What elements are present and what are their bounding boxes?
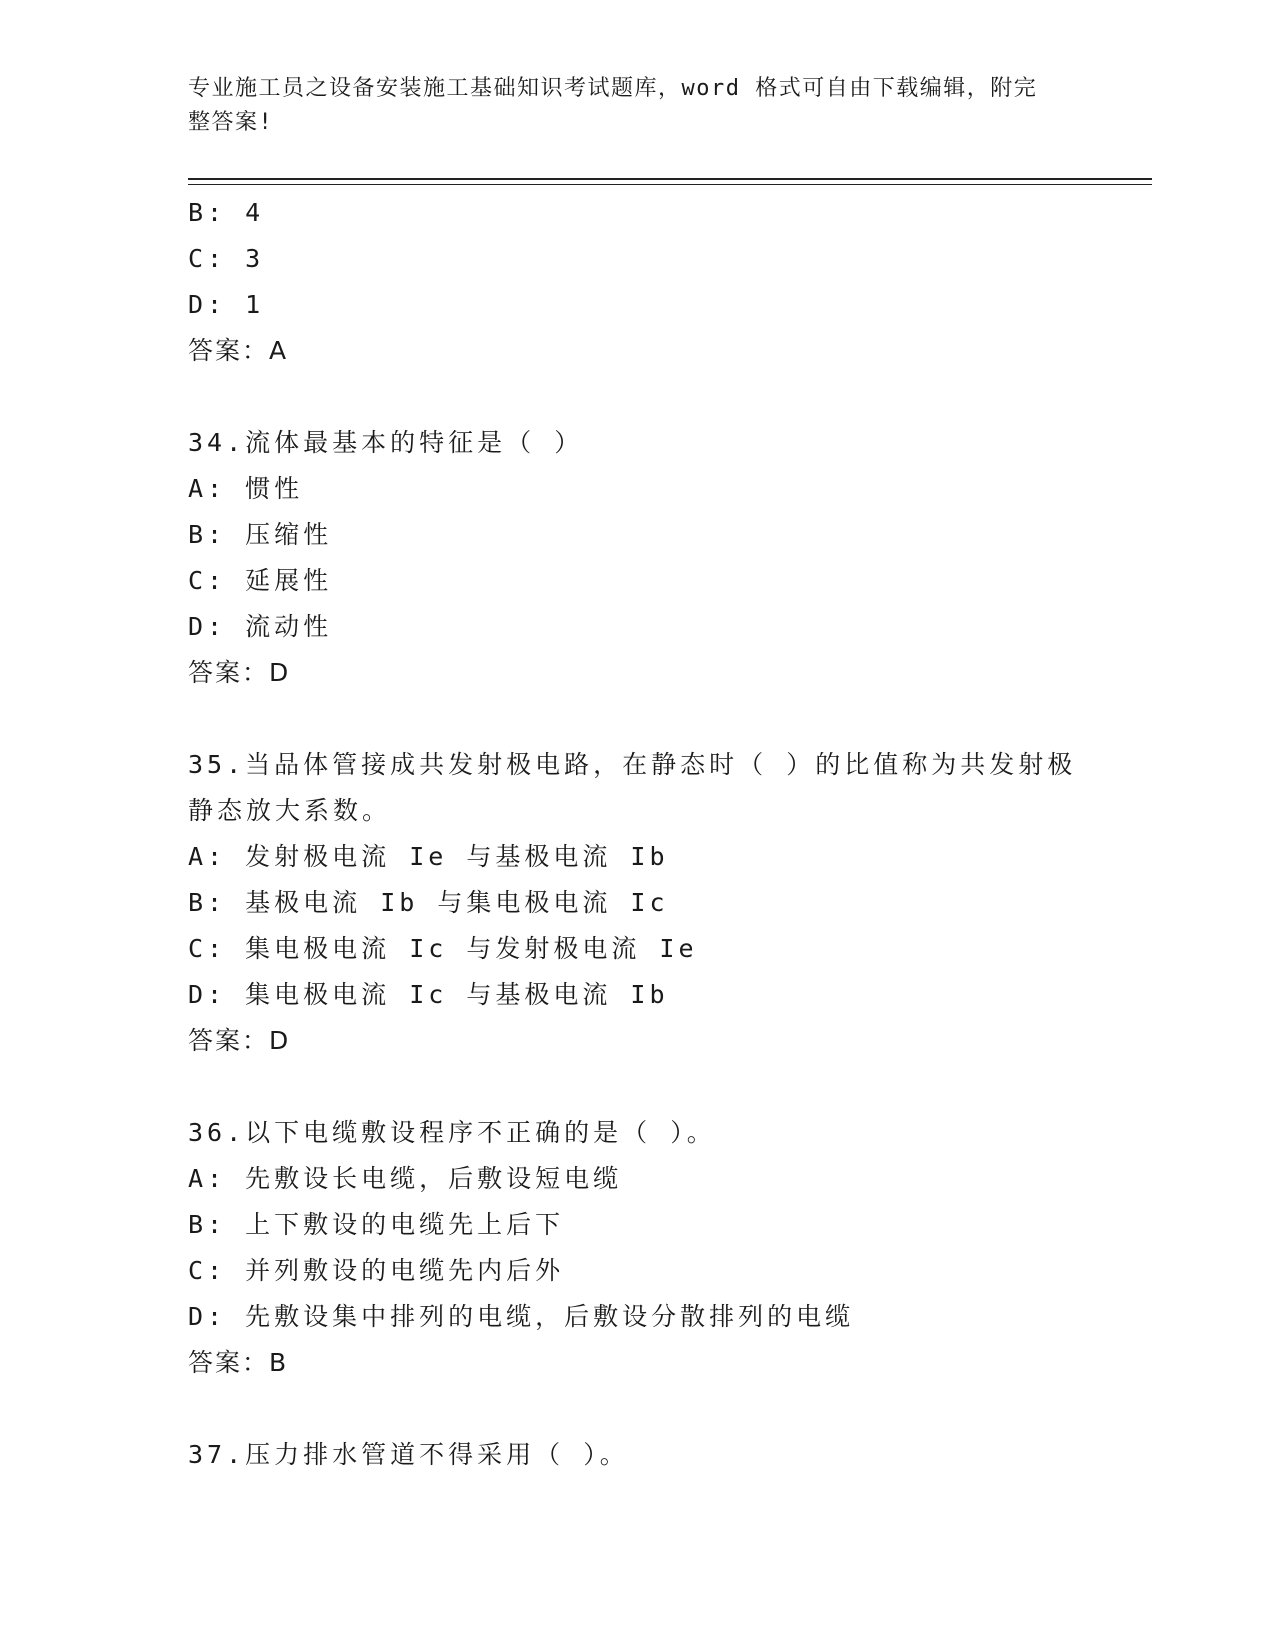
- question-36: [188, 1110, 1088, 1386]
- option-d: D: 1: [188, 290, 265, 319]
- option-b: B: 基极电流 Ib 与集电极电流 Ic: [188, 888, 669, 917]
- option-d: D: 集电极电流 Ic 与基极电流 Ib: [188, 980, 669, 1009]
- answer-line: 答案：A: [188, 336, 289, 365]
- option-b: B: 压缩性: [188, 520, 333, 549]
- question-stem: 37.压力排水管道不得采用（ ）。: [188, 1440, 629, 1469]
- question-stem: 36.以下电缆敷设程序不正确的是（ ）。: [188, 1118, 716, 1147]
- option-b: B: 4: [188, 198, 265, 227]
- answer-line: 答案：D: [188, 1026, 291, 1055]
- option-d: D: 先敷设集中排列的电缆，后敷设分散排列的电缆: [188, 1302, 855, 1331]
- header-rule-thin: [188, 184, 1152, 185]
- header-line-1: 专业施工员之设备安装施工基础知识考试题库，word 格式可自由下载编辑，附完: [188, 76, 1038, 101]
- answer-line: 答案：D: [188, 658, 291, 687]
- option-a: A: 惯性: [188, 474, 304, 503]
- question-stem: 35.当品体管接成共发射极电路，在静态时（ ）的比值称为共发射极: [188, 750, 1077, 779]
- option-d: D: 流动性: [188, 612, 333, 641]
- option-a: A: 先敷设长电缆，后敷设短电缆: [188, 1164, 623, 1193]
- question-stem: 34.流体最基本的特征是（ ）: [188, 428, 584, 457]
- option-c: C: 并列敷设的电缆先内后外: [188, 1256, 565, 1285]
- document-header: [188, 72, 1068, 140]
- header-rule: [188, 178, 1152, 180]
- option-c: C: 3: [188, 244, 265, 273]
- question-34: [188, 420, 1088, 696]
- option-c: C: 延展性: [188, 566, 333, 595]
- header-line-2: 整答案!: [188, 110, 274, 135]
- option-b: B: 上下敷设的电缆先上后下: [188, 1210, 565, 1239]
- option-a: A: 发射极电流 Ie 与基极电流 Ib: [188, 842, 669, 871]
- question-stem-cont: 静态放大系数。: [188, 796, 392, 825]
- answer-line: 答案：B: [188, 1348, 289, 1377]
- option-c: C: 集电极电流 Ic 与发射极电流 Ie: [188, 934, 698, 963]
- question-35: [188, 742, 1088, 1064]
- prev-question: [188, 190, 1088, 374]
- question-list: [188, 190, 1088, 1478]
- question-37: [188, 1432, 1088, 1478]
